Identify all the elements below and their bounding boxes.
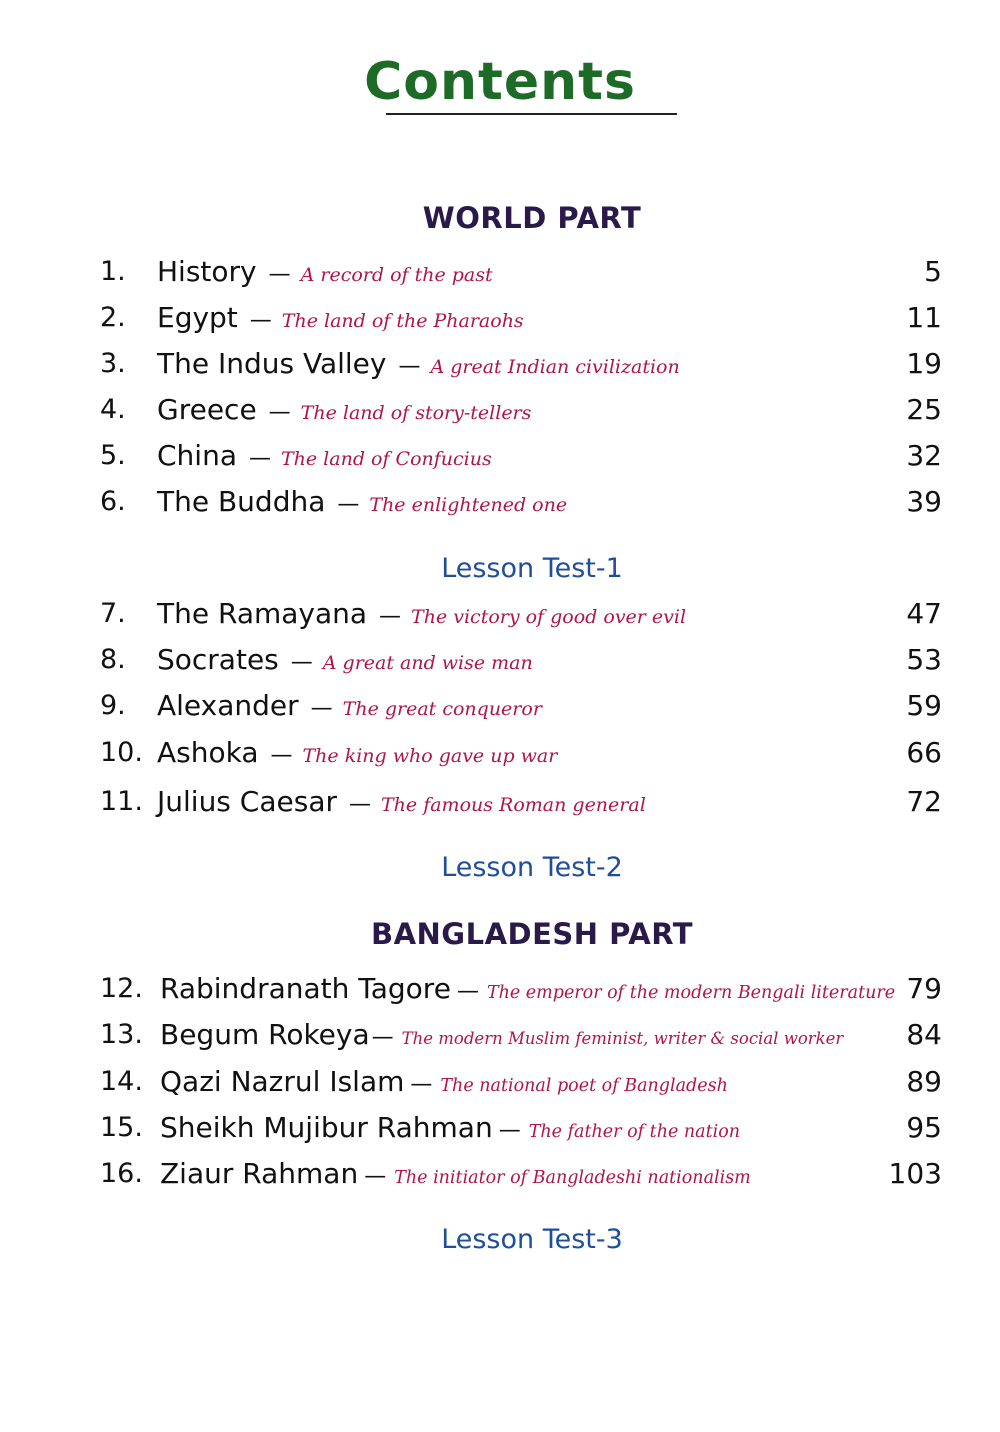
toc-entry[interactable]	[100, 252, 942, 296]
page-number: 95	[906, 1111, 942, 1144]
toc-entry[interactable]	[100, 1154, 942, 1198]
chapter-number: 4.	[100, 394, 126, 425]
chapter-title: The Buddha	[157, 485, 326, 518]
chapter-subtitle: The famous Roman general	[381, 794, 646, 816]
dash-separator: —	[270, 743, 293, 768]
dash-separator: —	[310, 696, 333, 721]
toc-entry[interactable]	[100, 594, 942, 638]
chapter-subtitle: The land of the Pharaohs	[281, 310, 524, 332]
chapter-title: Julius Caesar	[157, 785, 337, 818]
chapter-subtitle: The father of the nation	[528, 1122, 741, 1142]
page-number: 84	[906, 1018, 942, 1051]
chapter-title: Socrates	[157, 643, 279, 676]
page-number: 39	[906, 485, 942, 518]
chapter-subtitle: The victory of good over evil	[411, 606, 687, 628]
chapter-title: Begum Rokeya	[160, 1018, 370, 1051]
chapter-number: 5.	[100, 440, 126, 471]
chapter-title: China	[157, 439, 237, 472]
toc-entry[interactable]	[100, 969, 942, 1013]
dash-separator: —	[498, 1118, 521, 1143]
chapter-title: The Ramayana	[157, 597, 368, 630]
dash-separator: —	[398, 354, 421, 379]
toc-entry[interactable]	[100, 1015, 942, 1059]
page-number: 5	[924, 255, 942, 288]
chapter-subtitle: The king who gave up war	[302, 745, 558, 767]
dash-separator: —	[371, 1025, 394, 1050]
toc-entry[interactable]	[100, 782, 942, 826]
page-number: 66	[906, 736, 942, 769]
toc-entry[interactable]	[100, 482, 942, 526]
toc-entry[interactable]	[100, 686, 942, 730]
chapter-title: Sheikh Mujibur Rahman	[160, 1111, 493, 1144]
chapter-number: 11.	[100, 786, 143, 817]
chapter-subtitle: The initiator of Bangladeshi nationalism	[394, 1168, 751, 1188]
lesson-test-2-link[interactable]: Lesson Test-2	[441, 852, 623, 883]
chapter-subtitle: A great Indian civilization	[430, 356, 680, 378]
chapter-title: The Indus Valley	[157, 347, 387, 380]
chapter-number: 15.	[100, 1112, 143, 1143]
dash-separator: —	[290, 650, 313, 675]
dash-separator: —	[364, 1164, 387, 1189]
chapter-number: 3.	[100, 348, 126, 379]
toc-entry[interactable]	[100, 436, 942, 480]
chapter-number: 2.	[100, 302, 126, 333]
page-number: 19	[906, 347, 942, 380]
page-number: 79	[906, 972, 942, 1005]
chapter-number: 9.	[100, 690, 126, 721]
chapter-subtitle: The modern Muslim feminist, writer & social worker	[401, 1029, 844, 1048]
chapter-number: 13.	[100, 1019, 143, 1050]
dash-separator: —	[249, 308, 272, 333]
toc-entry[interactable]	[100, 298, 942, 342]
page-number: 32	[906, 439, 942, 472]
chapter-subtitle: The land of Confucius	[280, 448, 492, 470]
chapter-title: Ziaur Rahman	[160, 1157, 359, 1190]
chapter-number: 10.	[100, 737, 143, 768]
chapter-title: Greece	[157, 393, 257, 426]
page-number: 47	[906, 597, 942, 630]
page-number: 53	[906, 643, 942, 676]
title-underline	[386, 113, 677, 115]
chapter-title: Egypt	[157, 301, 238, 334]
dash-separator: —	[268, 262, 291, 287]
chapter-number: 6.	[100, 486, 126, 517]
chapter-subtitle: The great conqueror	[342, 698, 542, 720]
chapter-number: 8.	[100, 644, 126, 675]
dash-separator: —	[349, 792, 371, 817]
chapter-subtitle: The enlightened one	[369, 494, 568, 516]
chapter-number: 12.	[100, 973, 143, 1004]
chapter-number: 1.	[100, 256, 126, 287]
dash-separator: —	[337, 492, 360, 517]
chapter-title: Ashoka	[157, 736, 259, 769]
chapter-subtitle: The emperor of the modern Bengali literature	[486, 983, 896, 1003]
toc-entry[interactable]	[100, 1062, 942, 1106]
toc-entry[interactable]	[100, 640, 942, 684]
chapter-subtitle: A great and wise man	[322, 652, 533, 674]
world-part-heading: WORLD PART	[422, 201, 642, 235]
dash-separator: —	[456, 979, 479, 1004]
toc-entry[interactable]	[100, 733, 942, 777]
chapter-title: Qazi Nazrul Islam	[160, 1065, 405, 1098]
chapter-subtitle: A record of the past	[300, 264, 493, 286]
chapter-title: Alexander	[157, 689, 299, 722]
chapter-number: 14.	[100, 1066, 143, 1097]
page-number: 103	[888, 1157, 942, 1190]
toc-entry[interactable]	[100, 390, 942, 434]
dash-separator: —	[248, 446, 271, 471]
page-number: 89	[906, 1065, 942, 1098]
dash-separator: —	[379, 604, 402, 629]
chapter-title: History	[157, 255, 257, 288]
page-number: 25	[906, 393, 942, 426]
chapter-number: 16.	[100, 1158, 143, 1189]
chapter-number: 7.	[100, 598, 126, 629]
page-title: Contents	[364, 52, 636, 112]
lesson-test-3-link[interactable]: Lesson Test-3	[441, 1224, 623, 1255]
lesson-test-1-link[interactable]: Lesson Test-1	[441, 553, 623, 584]
bangladesh-part-heading: BANGLADESH PART	[370, 917, 694, 951]
dash-separator: —	[268, 400, 291, 425]
toc-entry[interactable]	[100, 1108, 942, 1152]
page-number: 59	[906, 689, 942, 722]
toc-entry[interactable]	[100, 344, 942, 388]
page-number: 11	[906, 301, 942, 334]
chapter-subtitle: The land of story-tellers	[300, 402, 532, 424]
dash-separator: —	[410, 1072, 433, 1097]
chapter-title: Rabindranath Tagore	[160, 972, 451, 1005]
page-number: 72	[906, 785, 942, 818]
chapter-subtitle: The national poet of Bangladesh	[440, 1076, 728, 1096]
